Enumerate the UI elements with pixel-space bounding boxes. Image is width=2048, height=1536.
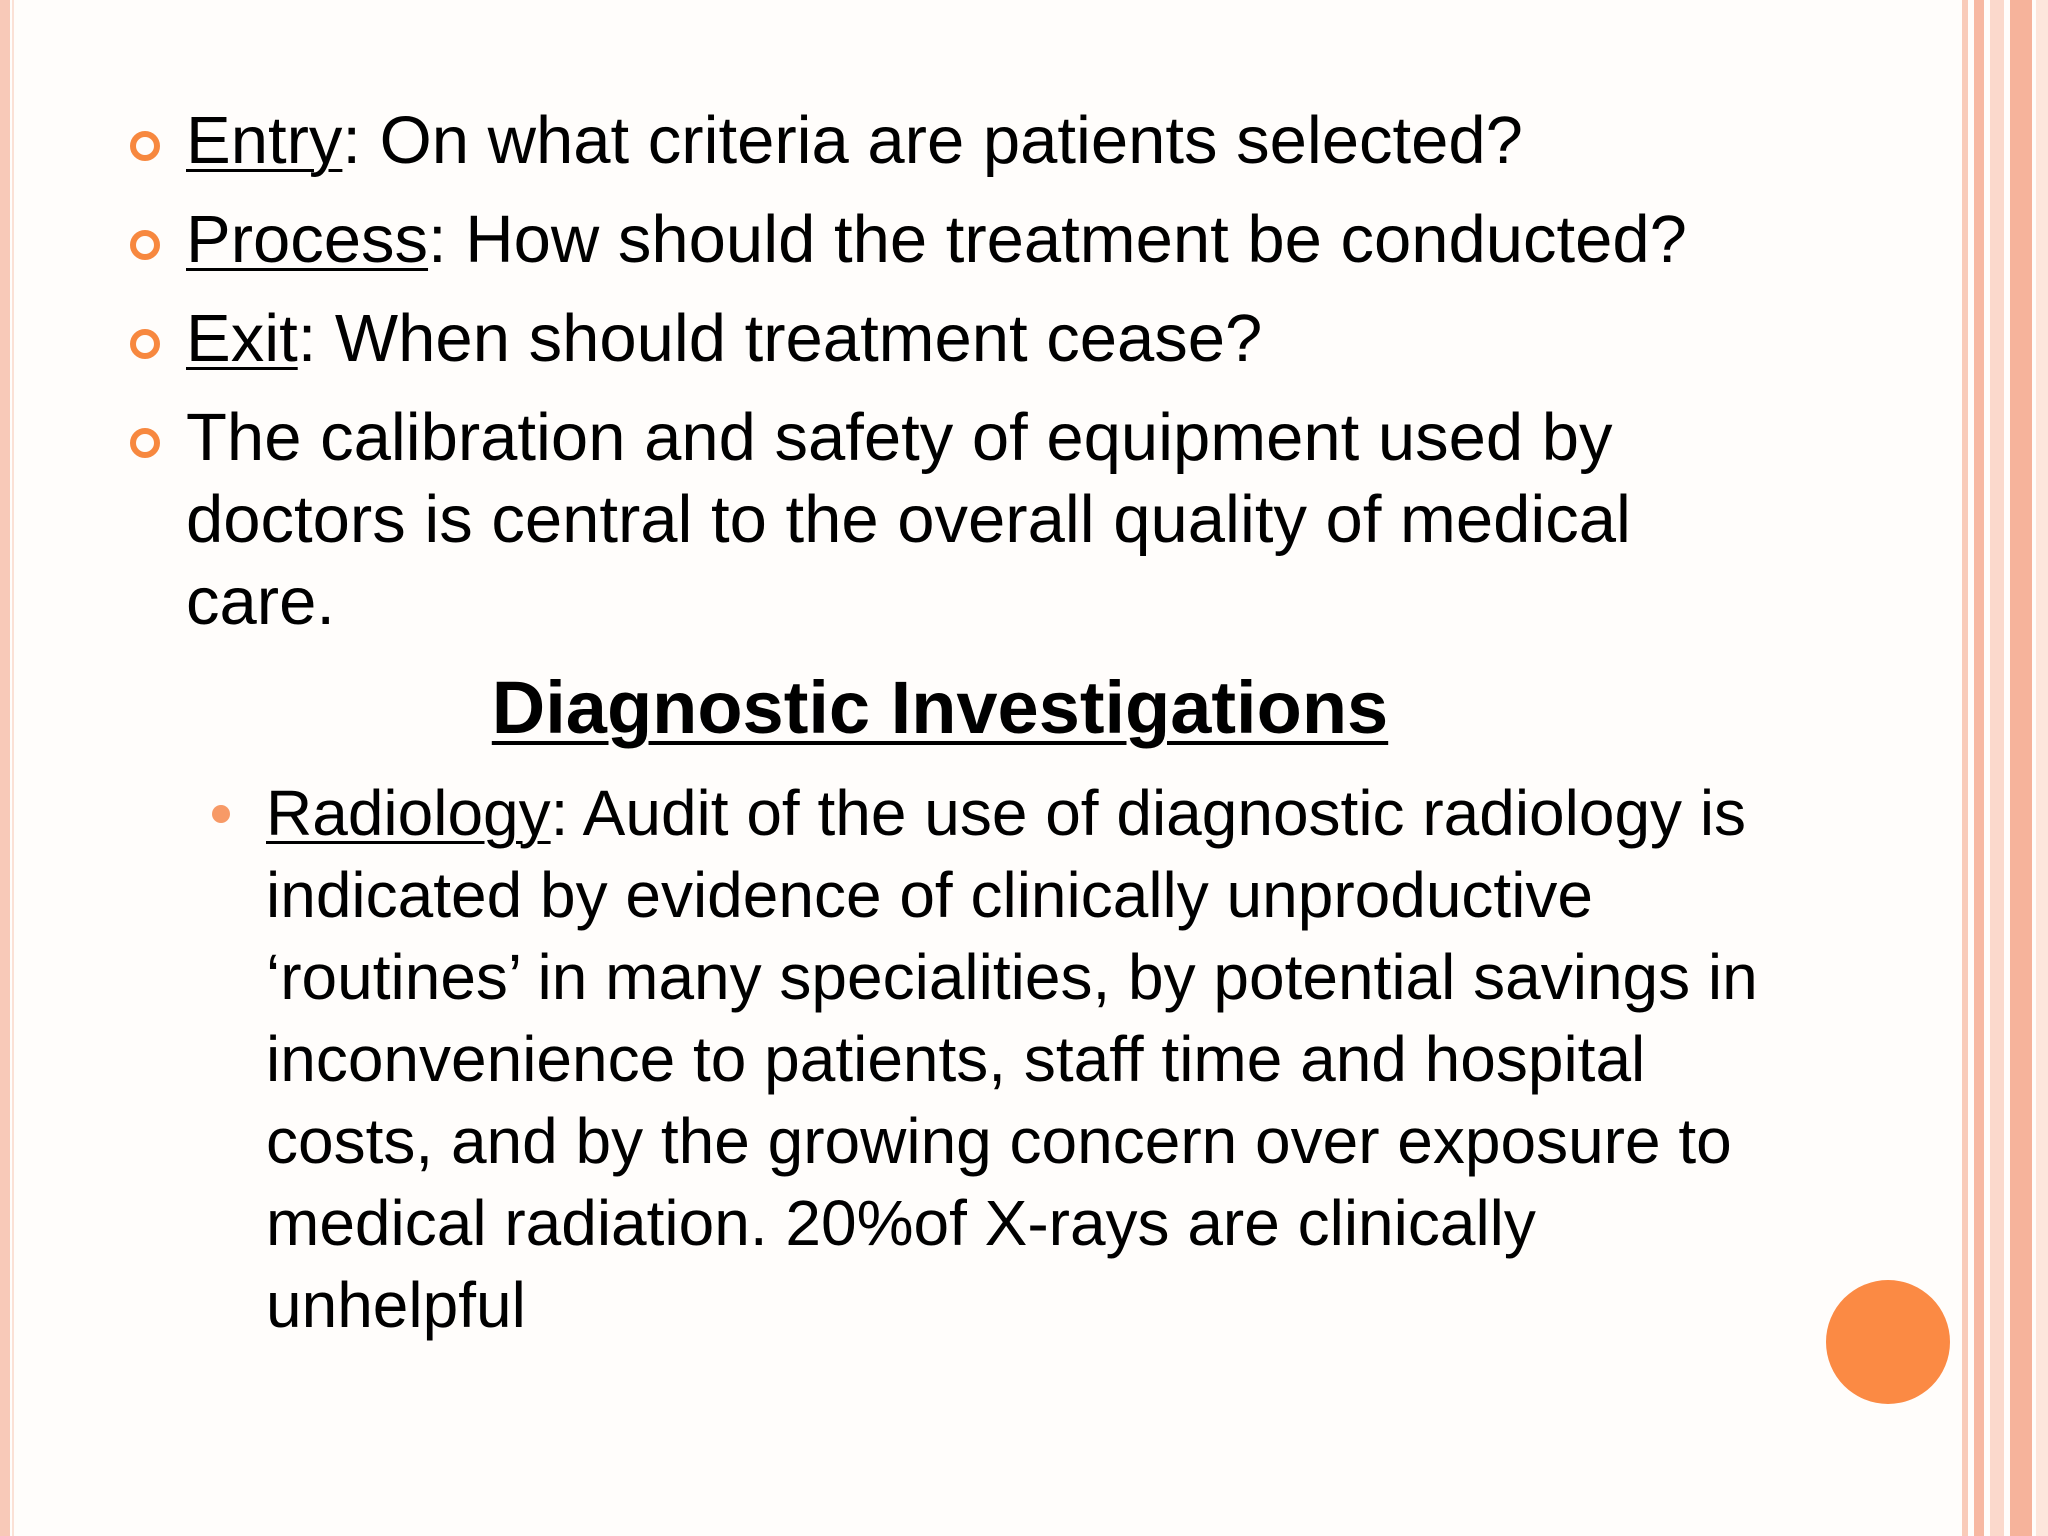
sub-bullet-term: Radiology	[266, 777, 551, 849]
ring-bullet-icon	[130, 329, 160, 359]
border-stripe	[1990, 0, 2004, 1536]
bullet-text: The calibration and safety of equipment used by doctors is central to the overall quality of medical care.	[186, 400, 1631, 639]
bullet-item-entry	[130, 100, 1790, 182]
bullet-item-calibration	[130, 397, 1790, 643]
border-stripe	[1974, 0, 1984, 1536]
bullet-item-exit	[130, 298, 1790, 380]
section-heading-text: Diagnostic Investigations	[491, 666, 1389, 749]
section-heading	[0, 662, 1880, 754]
bullet-text: : When should treatment cease?	[297, 301, 1263, 376]
bullet-item-process	[130, 199, 1790, 281]
bullet-term: Exit	[186, 301, 298, 376]
ring-bullet-icon	[130, 428, 160, 458]
bullet-text: : How should the treatment be conducted?	[428, 202, 1687, 277]
sub-bullet-list	[208, 772, 1768, 1346]
ring-bullet-icon	[130, 230, 160, 260]
ring-bullet-icon	[130, 131, 160, 161]
bullet-term: Entry	[186, 103, 343, 178]
bullet-text: : On what criteria are patients selected?	[342, 103, 1523, 178]
border-stripe	[2010, 0, 2032, 1536]
right-border-stripes	[1962, 0, 2048, 1536]
left-border-stripe	[0, 0, 10, 1536]
sub-bullet-item-radiology	[208, 772, 1768, 1346]
bullet-term: Process	[186, 202, 429, 277]
dot-bullet-icon	[212, 805, 230, 823]
decorative-orange-circle	[1826, 1280, 1950, 1404]
border-stripe	[1962, 0, 1968, 1536]
border-stripe	[2036, 0, 2048, 1536]
main-bullet-list	[130, 100, 1790, 660]
sub-bullet-text: : Audit of the use of diagnostic radiology is indicated by evidence of clinically unproductive ‘routines’ in many specialities, by potential savings in inconvenience to patients, staff time and hospital costs, and by the growing concern over exposure to medical radiation. 20%of X-rays are clinically unhelpful	[266, 777, 1758, 1341]
